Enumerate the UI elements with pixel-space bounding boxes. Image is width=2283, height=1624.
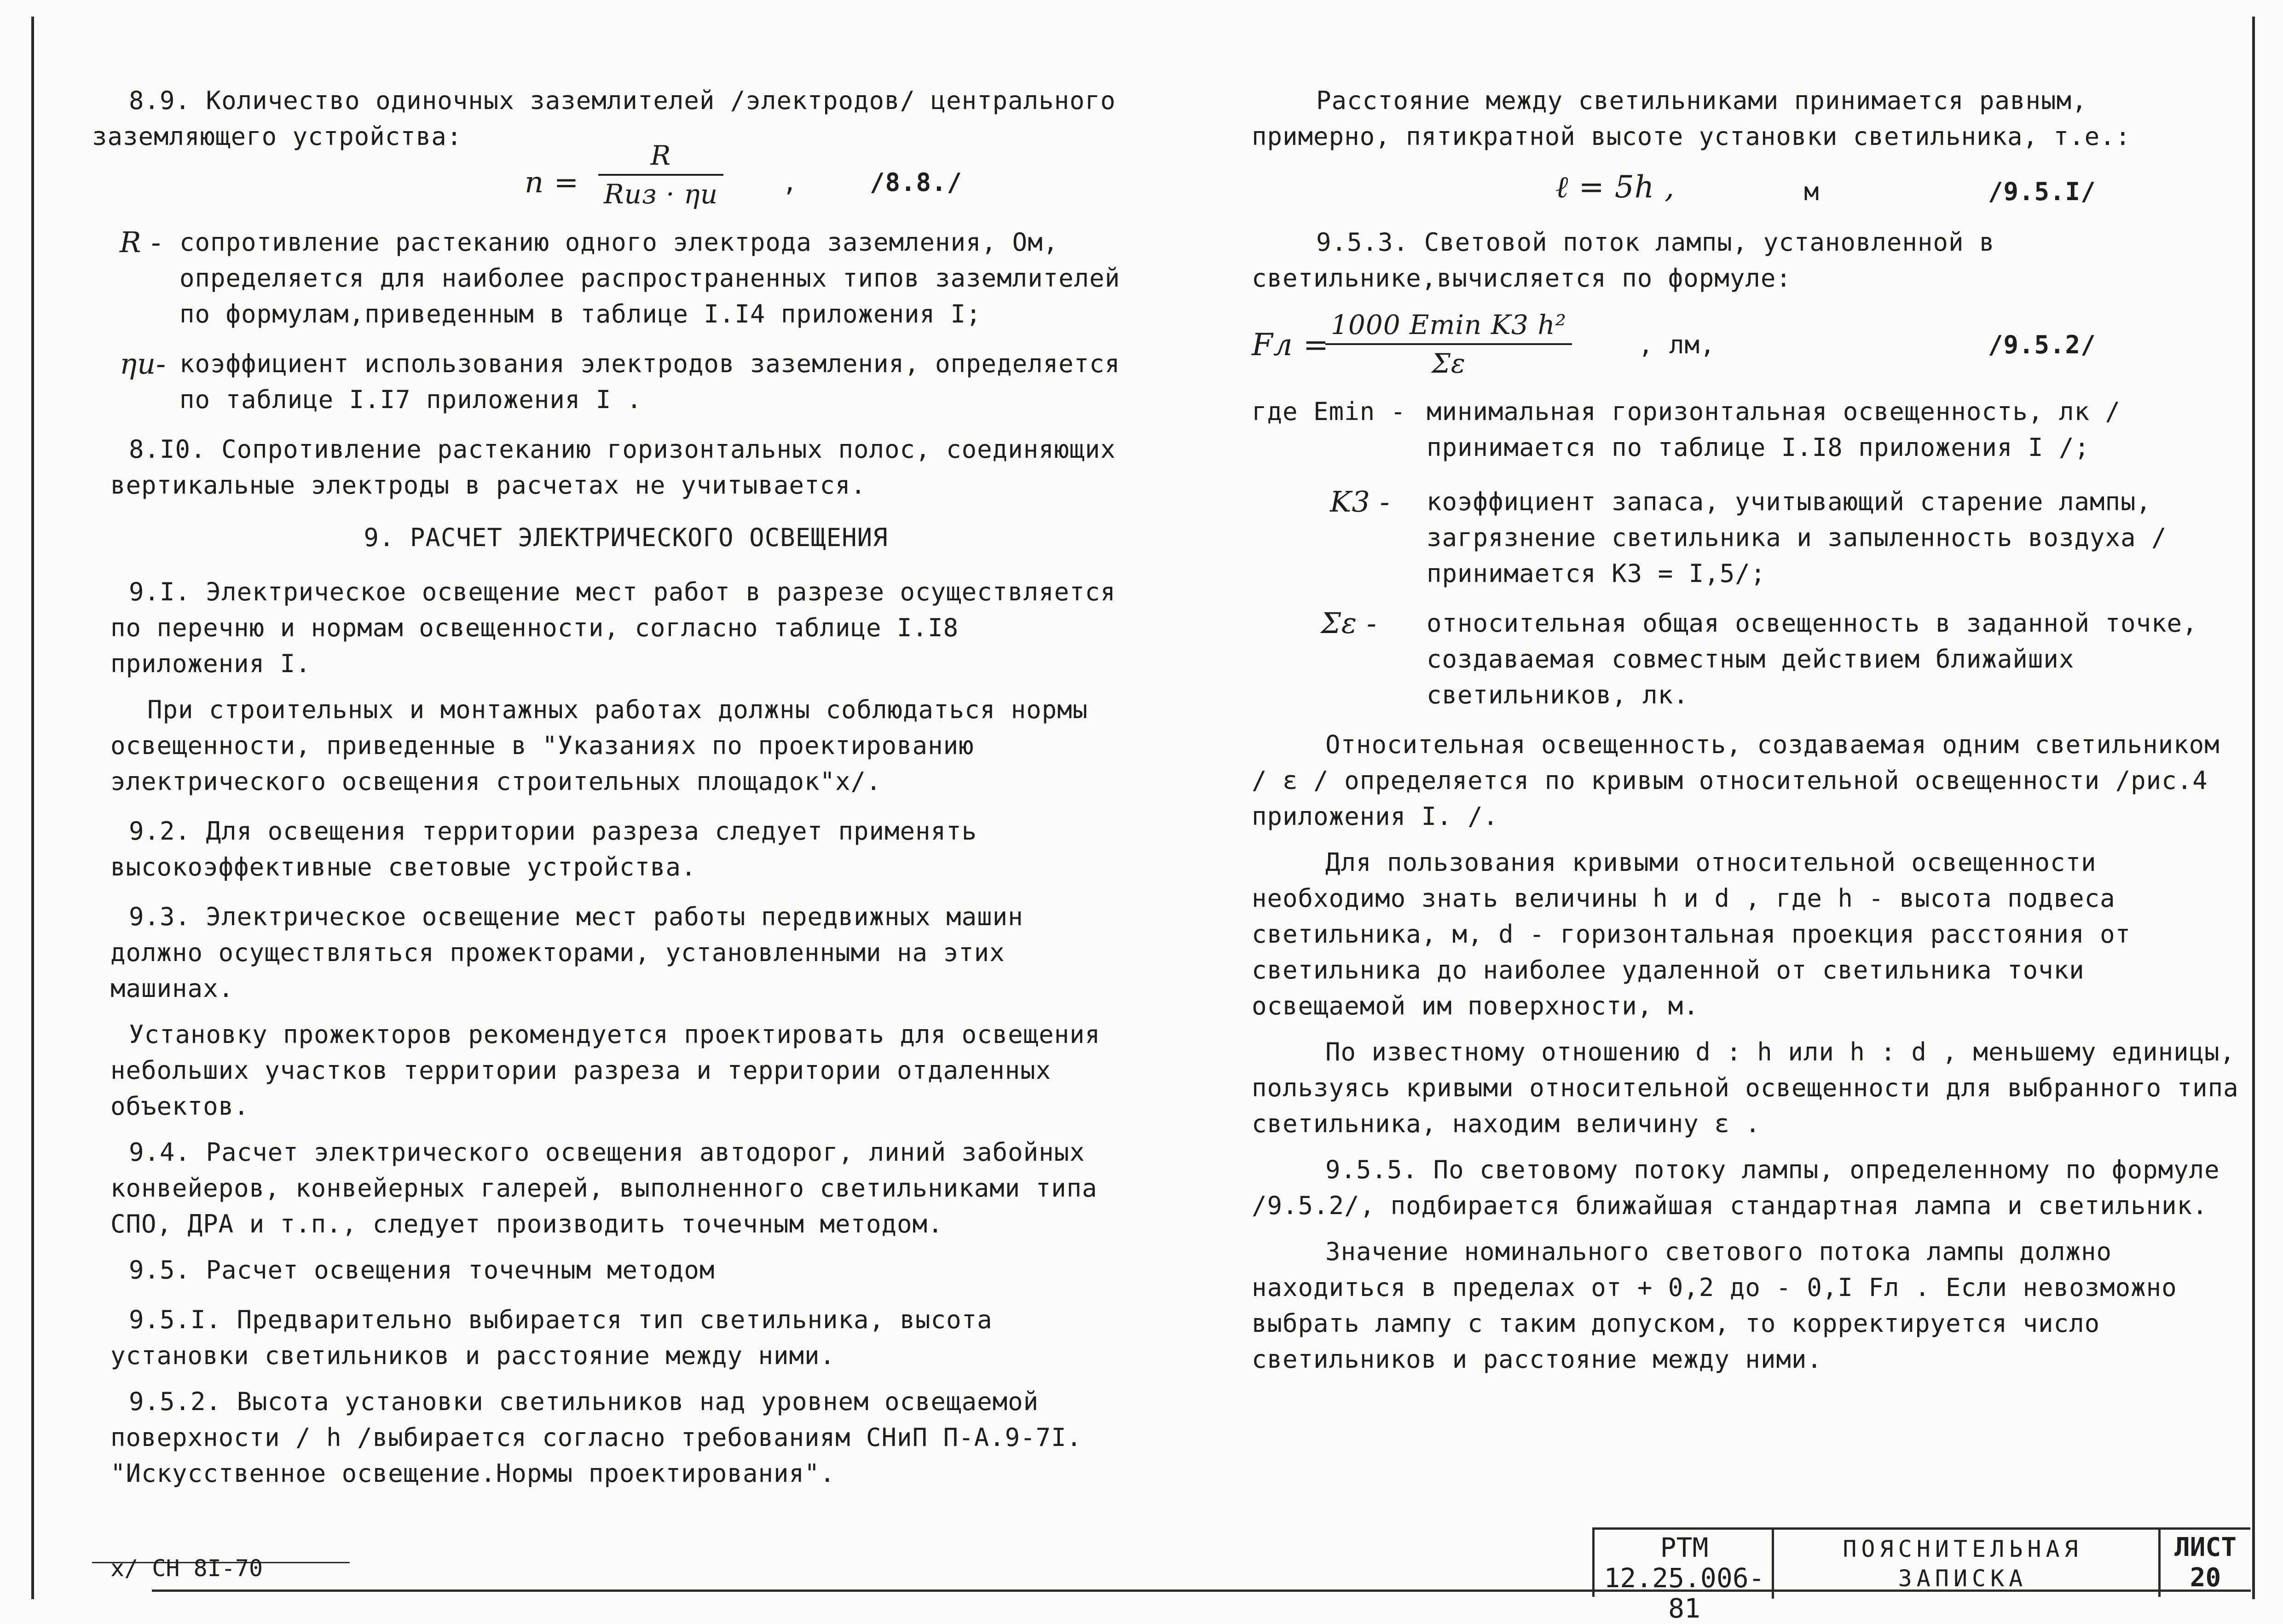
definition-R-symbol: R - <box>120 225 162 259</box>
formula-9-5-2-numerator: 1000 Emin K3 h² <box>1325 306 1572 345</box>
definition-eta <box>110 346 1123 418</box>
paragraph-relative-illuminance: Относительная освещенность, создаваемая одним светильником / ε / определяется по кривым относительной освещенности /рис.4 приложения I. /. <box>1252 730 2220 831</box>
definition-sum-eps-text: относительная общая освещенность в заданной точке, создаваемая совместным действием ближайших светильников, лк. <box>1427 609 2198 709</box>
title-block-code-line1: РТМ <box>1660 1532 1709 1563</box>
paragraph-9-5-5: 9.5.5. По световому потоку лампы, определенному по формуле /9.5.2/, подбирается ближайшая стандартная лампа и светильник. <box>1252 1155 2220 1220</box>
definition-R <box>110 225 1123 332</box>
formula-9-5-2-fraction <box>1325 306 1572 382</box>
definition-K3-text: коэффициент запаса, учитывающий старение лампы, загрязнение светильника и запыленность воздуха /принимается K3 = I,5/; <box>1427 487 2167 588</box>
definition-K3-symbol: K3 - <box>1330 485 1390 518</box>
paragraph-9-3: 9.3. Электрическое освещение мест работы передвижных машин должно осуществляться прожекторами, установленными на этих машинах. <box>110 902 1023 1003</box>
formula-8-8-lhs: n = <box>525 166 579 200</box>
section-heading-9: 9. РАСЧЕТ ЭЛЕКТРИЧЕСКОГО ОСВЕЩЕНИЯ <box>364 523 888 552</box>
definition-sum-eps-symbol: Σε - <box>1321 606 1377 640</box>
title-block-sheet-label: ЛИСТ <box>2174 1532 2237 1562</box>
paragraph-9-3-projectors: Установку прожекторов рекомендуется проектировать для освещения небольших участков территории разреза и территории отдаленных объектов. <box>110 1020 1101 1121</box>
paragraph-9-1: 9.I. Электрическое освещение мест работ в разрезе осуществляется по перечню и нормам освещенности, согласно таблице I.I8 приложения I. <box>110 577 1116 678</box>
formula-9-5-2-ref: /9.5.2/ <box>1988 330 2096 359</box>
definition-eta-symbol: ηи- <box>120 347 167 380</box>
definition-K3 <box>1252 484 2241 592</box>
formula-9-5-2-denominator: Σε <box>1431 348 1466 379</box>
formula-8-8-separator: , <box>782 168 798 197</box>
formula-9-5-2-unit: , лм, <box>1638 330 1716 359</box>
title-block-code-line2: 12.25.006-81 <box>1604 1562 1765 1624</box>
formula-9-5-1 <box>1252 165 2241 225</box>
paragraph-known-ratio: По известному отношению d : h или h : d , меньшему единицы, пользуясь кривыми относительной освещенности для выбранного типа светильника, находим величину ε . <box>1252 1037 2239 1138</box>
formula-8-8-numerator: R <box>598 137 723 176</box>
formula-9-5-1-ref: /9.5.I/ <box>1988 177 2096 206</box>
title-block-title-line2: ЗАПИСКА <box>1898 1565 2028 1592</box>
paragraph-9-1-norms: При строительных и монтажных работах должны соблюдаться нормы освещенности, приведенные в "Указаниях по проектированию электрического освещения строительных площадок"x/. <box>110 695 1088 796</box>
title-block-sheet <box>2158 1530 2250 1597</box>
paragraph-9-2: 9.2. Для освещения территории разреза следует применять высокоэффективные световые устройства. <box>110 817 977 881</box>
definition-R-text: сопротивление растеканию одного электрода заземления, Ом, определяется для наиболее распространенных типов заземлителей по формулам,приведенным в таблице I.I4 приложения I; <box>179 228 1121 328</box>
definition-Emin <box>1252 394 2241 466</box>
title-block-title <box>1772 1530 2151 1599</box>
paragraph-curves: Для пользования кривыми относительной освещенности необходимо знать величины h и d , где h - высота подвеса светильника, м, d - горизонтальная проекция расстояния от светильника до наиболее удаленной от светильника точки освещаемой им поверхности, м. <box>1252 848 2131 1020</box>
title-block-sheet-number: 20 <box>2190 1563 2221 1593</box>
formula-9-5-2 <box>1252 306 2241 394</box>
right-column <box>1252 83 2241 1388</box>
paragraph-9-5-2: 9.5.2. Высота установки светильников над уровнем освещаемой поверхности / h /выбирается согласно требованиям СНиП П-А.9-7I. "Искусственное освещение.Нормы проектирования". <box>110 1387 1082 1488</box>
formula-9-5-1-unit: м <box>1804 177 1820 206</box>
paragraph-8-9-line1: 8.9. Количество одиночных заземлителей /электродов/ центрального <box>129 86 1116 115</box>
definition-sum-eps <box>1252 605 2241 713</box>
paragraph-nominal-flux: Значение номинального светового потока лампы должно находиться в пределах от + 0,2 до - 0,I Fл . Если невозможно выбрать лампу с таким допуском, то корректируется число светильников и расстояние между ними. <box>1252 1237 2177 1374</box>
paragraph-distance: Расстояние между светильниками принимается равным, примерно, пятикратной высоте установки светильника, т.е.: <box>1252 86 2131 151</box>
formula-9-5-1-expr: ℓ = 5h , <box>1555 169 1675 205</box>
formula-8-8-denominator: Rиз · ηи <box>604 179 718 210</box>
paragraph-8-10: 8.I0. Сопротивление растеканию горизонтальных полос, соединяющих вертикальные электроды в расчетах не учитывается. <box>110 435 1116 500</box>
left-column <box>92 83 1123 1502</box>
definition-Emin-symbol: где Emin - <box>1252 397 1406 426</box>
title-block <box>1592 1527 2250 1624</box>
formula-9-5-2-lhs: Fл = <box>1252 327 1329 363</box>
footnote: x/ СН 8I-70 <box>110 1555 263 1582</box>
definition-Emin-text: минимальная горизонтальная освещенность, лк /принимается по таблице I.I8 приложения I /; <box>1427 397 2121 462</box>
formula-8-8 <box>110 132 1123 225</box>
definition-eta-text: коэффициент использования электродов заземления, определяется по таблице I.I7 приложения I . <box>179 349 1121 414</box>
formula-8-8-ref: /8.8./ <box>870 168 963 197</box>
bottom-rule <box>152 1589 2251 1592</box>
paragraph-9-5: 9.5. Расчет освещения точечным методом <box>129 1255 715 1284</box>
paragraph-9-5-3: 9.5.3. Световой поток лампы, установленной в светильнике,вычисляется по формуле: <box>1252 228 1995 293</box>
formula-8-8-fraction <box>598 137 723 213</box>
title-block-title-line1: ПОЯСНИТЕЛЬНАЯ <box>1843 1536 2083 1562</box>
paragraph-8-9-line2: заземляющего устройства: <box>92 122 462 151</box>
title-block-code <box>1592 1530 1774 1624</box>
paragraph-9-4: 9.4. Расчет электрического освещения автодорог, линий забойных конвейеров, конвейерных галерей, выполненного светильниками типа СПО, ДРА и т.п., следует производить точечным методом. <box>110 1138 1098 1238</box>
paragraph-9-5-1: 9.5.I. Предварительно выбирается тип светильника, высота установки светильников и расстояние между ними. <box>110 1305 993 1370</box>
